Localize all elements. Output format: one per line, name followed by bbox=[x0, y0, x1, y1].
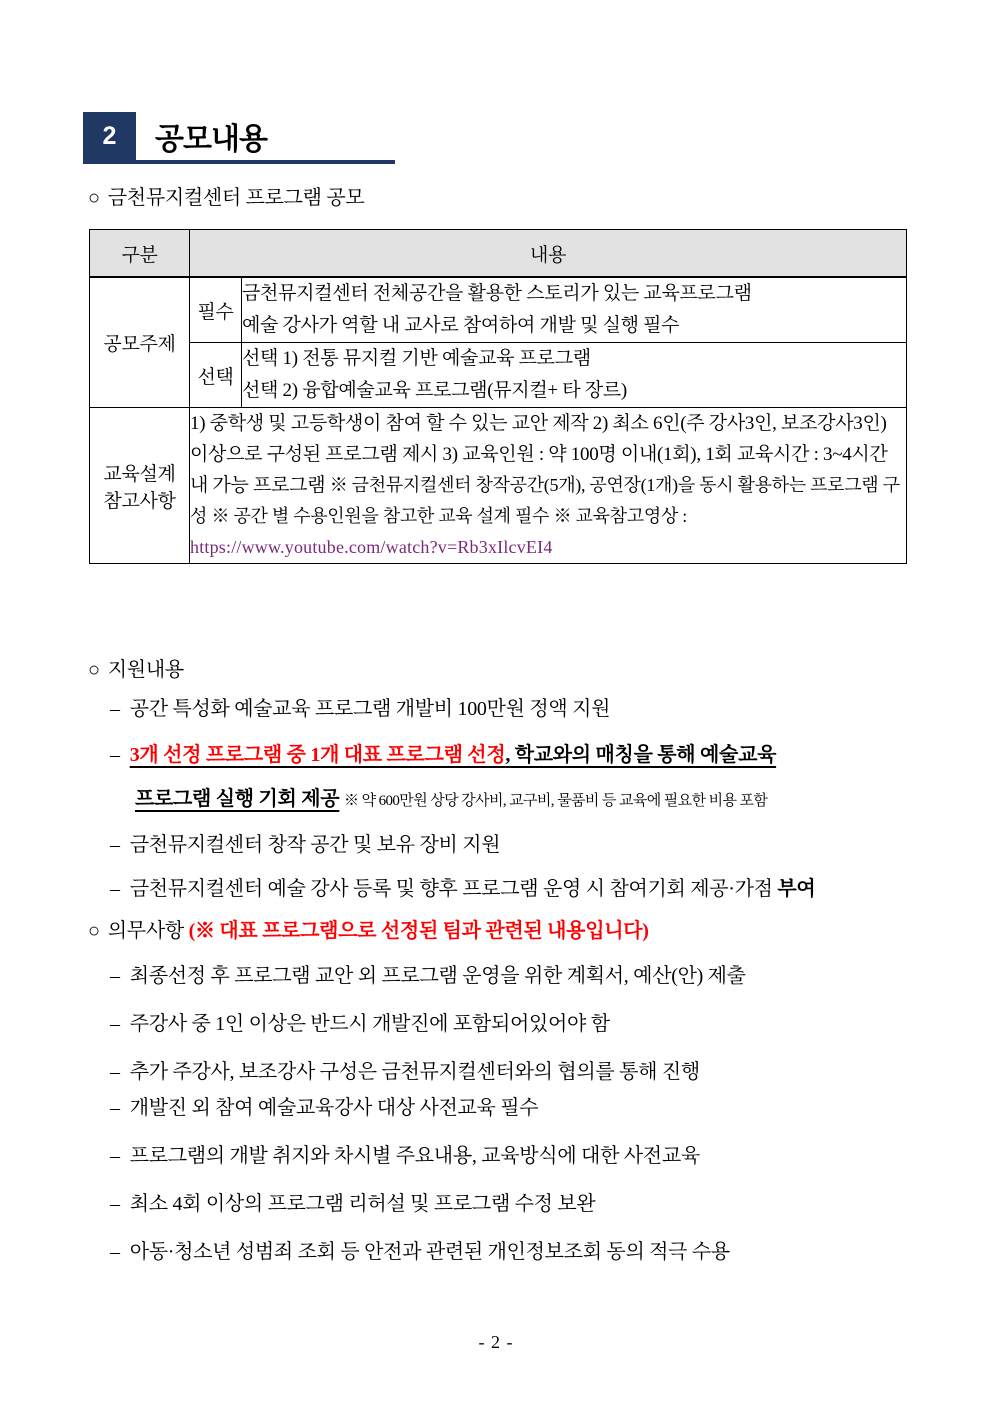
obligation-item-2-text: 주강사 중 1인 이상은 반드시 개발진에 포함되어있어야 함 bbox=[129, 1013, 610, 1035]
dash-marker: – bbox=[110, 1061, 120, 1083]
support-item-3 bbox=[110, 832, 500, 858]
obligation-item-4 bbox=[110, 1095, 538, 1121]
support-item-3-text: 금천뮤지컬센터 창작 공간 및 보유 장비 지원 bbox=[129, 834, 501, 856]
dash-marker: – bbox=[110, 698, 120, 720]
dash-marker: – bbox=[110, 1241, 120, 1263]
heading-obligations-note: (※ 대표 프로그램으로 선정된 팀과 관련된 내용입니다) bbox=[188, 920, 649, 942]
design-note-2: ※ 공간 별 수용인원을 참고한 교육 설계 필수 bbox=[211, 506, 550, 526]
obligation-item-3 bbox=[110, 1059, 700, 1085]
support-item-2-black: , 학교와의 매칭을 통해 예술교육 bbox=[505, 744, 777, 766]
heading-support bbox=[88, 657, 184, 683]
obligation-item-7-text: 아동·청소년 성범죄 조회 등 안전과 관련된 개인정보조회 동의 적극 수용 bbox=[129, 1241, 730, 1263]
dash-marker: – bbox=[110, 1097, 120, 1119]
dash-marker: – bbox=[110, 878, 120, 900]
support-item-2-line2 bbox=[135, 786, 767, 814]
cell-design-reference-content bbox=[190, 408, 907, 564]
heading-program-call bbox=[88, 185, 364, 211]
sublabel-required: 필수 bbox=[190, 277, 242, 343]
dash-marker: – bbox=[110, 1145, 120, 1167]
table-row-subject-optional bbox=[90, 343, 907, 408]
design-line-3: 3) 교육인원 : 약 100명 이내(1회), 1회 교육시간 : 3~4시간 내 가능 프로그램 bbox=[190, 444, 888, 496]
dash-marker: – bbox=[110, 965, 120, 987]
support-item-2-line1 bbox=[110, 742, 776, 768]
section-underline-rule bbox=[83, 160, 395, 164]
obligation-item-2 bbox=[110, 1011, 610, 1037]
obligation-item-1 bbox=[110, 963, 746, 989]
required-line-1: 금천뮤지컬센터 전체공간을 활용한 스토리가 있는 교육프로그램 bbox=[242, 283, 752, 304]
obligation-item-3-text: 추가 주강사, 보조강사 구성은 금천뮤지컬센터와의 협의를 통해 진행 bbox=[129, 1061, 700, 1083]
support-item-1-text: 공간 특성화 예술교육 프로그램 개발비 100만원 정액 지원 bbox=[129, 698, 611, 720]
support-item-2-line2-note: ※ 약 600만원 상당 강사비, 교구비, 물품비 등 교육에 필요한 비용 포함 bbox=[344, 793, 768, 809]
youtube-reference-link[interactable]: https://www.youtube.com/watch?v=Rb3xIlcvEI4 bbox=[190, 537, 553, 557]
table-row-subject-required bbox=[90, 277, 907, 343]
circle-marker: ○ bbox=[88, 659, 100, 681]
row-label-design-line2: 참고사항 bbox=[103, 490, 176, 512]
sublabel-optional: 선택 bbox=[190, 343, 242, 408]
design-note-1: ※ 금천뮤지컬센터 창작공간(5개), 공연장(1개)을 동시 활용하는 프로그램 구성 bbox=[190, 475, 900, 526]
optional-line-1: 선택 1) 전통 뮤지컬 기반 예술교육 프로그램 bbox=[242, 348, 591, 369]
obligation-item-6-text: 최소 4회 이상의 프로그램 리허설 및 프로그램 수정 보완 bbox=[129, 1193, 596, 1215]
support-item-2-line2-bold: 프로그램 실행 기회 제공 bbox=[135, 788, 340, 810]
heading-label: 지원내용 bbox=[107, 659, 184, 681]
support-item-4-bold: 부여 bbox=[777, 878, 816, 900]
support-item-2-red: 3개 선정 프로그램 중 1개 대표 프로그램 선정 bbox=[129, 744, 506, 766]
design-line-1: 1) 중학생 및 고등학생이 참여 할 수 있는 교안 제작 bbox=[190, 413, 589, 434]
dash-marker: – bbox=[110, 1013, 120, 1035]
row-label-design-reference bbox=[90, 408, 190, 564]
heading-label: 금천뮤지컬센터 프로그램 공모 bbox=[107, 187, 365, 209]
support-item-4 bbox=[110, 876, 815, 902]
design-note-video-label: ※ 교육참고영상 : bbox=[553, 506, 687, 526]
section-number-badge: 2 bbox=[83, 112, 136, 160]
circle-marker: ○ bbox=[88, 187, 100, 209]
table-row-design-reference bbox=[90, 408, 907, 564]
program-detail-table bbox=[89, 229, 907, 564]
heading-label: 의무사항 bbox=[107, 920, 184, 942]
dash-marker: – bbox=[110, 1193, 120, 1215]
obligation-item-7 bbox=[110, 1239, 730, 1265]
obligation-item-1-text: 최종선정 후 프로그램 교안 외 프로그램 운영을 위한 계획서, 예산(안) 제출 bbox=[129, 965, 746, 987]
obligation-item-6 bbox=[110, 1191, 595, 1217]
design-line-2: 2) 최소 6인(주 강사3인, 보조강사3인) 이상으로 구성된 프로그램 제시 bbox=[190, 413, 887, 465]
table-header-naeyong: 내용 bbox=[190, 230, 907, 278]
table-header-row bbox=[90, 230, 907, 278]
obligation-item-4-text: 개발진 외 참여 예술교육강사 대상 사전교육 필수 bbox=[129, 1097, 539, 1119]
page-title: 공모내용 bbox=[155, 123, 267, 156]
support-item-4-text: 금천뮤지컬센터 예술 강사 등록 및 향후 프로그램 운영 시 참여기회 제공·가점 bbox=[129, 878, 778, 900]
required-line-2: 예술 강사가 역할 내 교사로 참여하여 개발 및 실행 필수 bbox=[242, 315, 680, 336]
optional-line-2: 선택 2) 융합예술교육 프로그램(뮤지컬+ 타 장르) bbox=[242, 380, 627, 401]
obligation-item-5-text: 프로그램의 개발 취지와 차시별 주요내용, 교육방식에 대한 사전교육 bbox=[129, 1145, 700, 1167]
page-footer: - 2 - bbox=[478, 1332, 514, 1352]
heading-obligations bbox=[88, 918, 649, 944]
dash-marker: – bbox=[110, 834, 120, 856]
dash-marker: – bbox=[110, 744, 120, 766]
circle-marker: ○ bbox=[88, 920, 100, 942]
obligation-item-5 bbox=[110, 1143, 700, 1169]
cell-optional-content bbox=[242, 343, 907, 408]
row-label-subject: 공모주제 bbox=[90, 277, 190, 408]
support-item-1 bbox=[110, 696, 610, 722]
row-label-design-line1: 교육설계 bbox=[103, 463, 176, 485]
table-header-gubun: 구분 bbox=[90, 230, 190, 278]
cell-required-content bbox=[242, 277, 907, 343]
